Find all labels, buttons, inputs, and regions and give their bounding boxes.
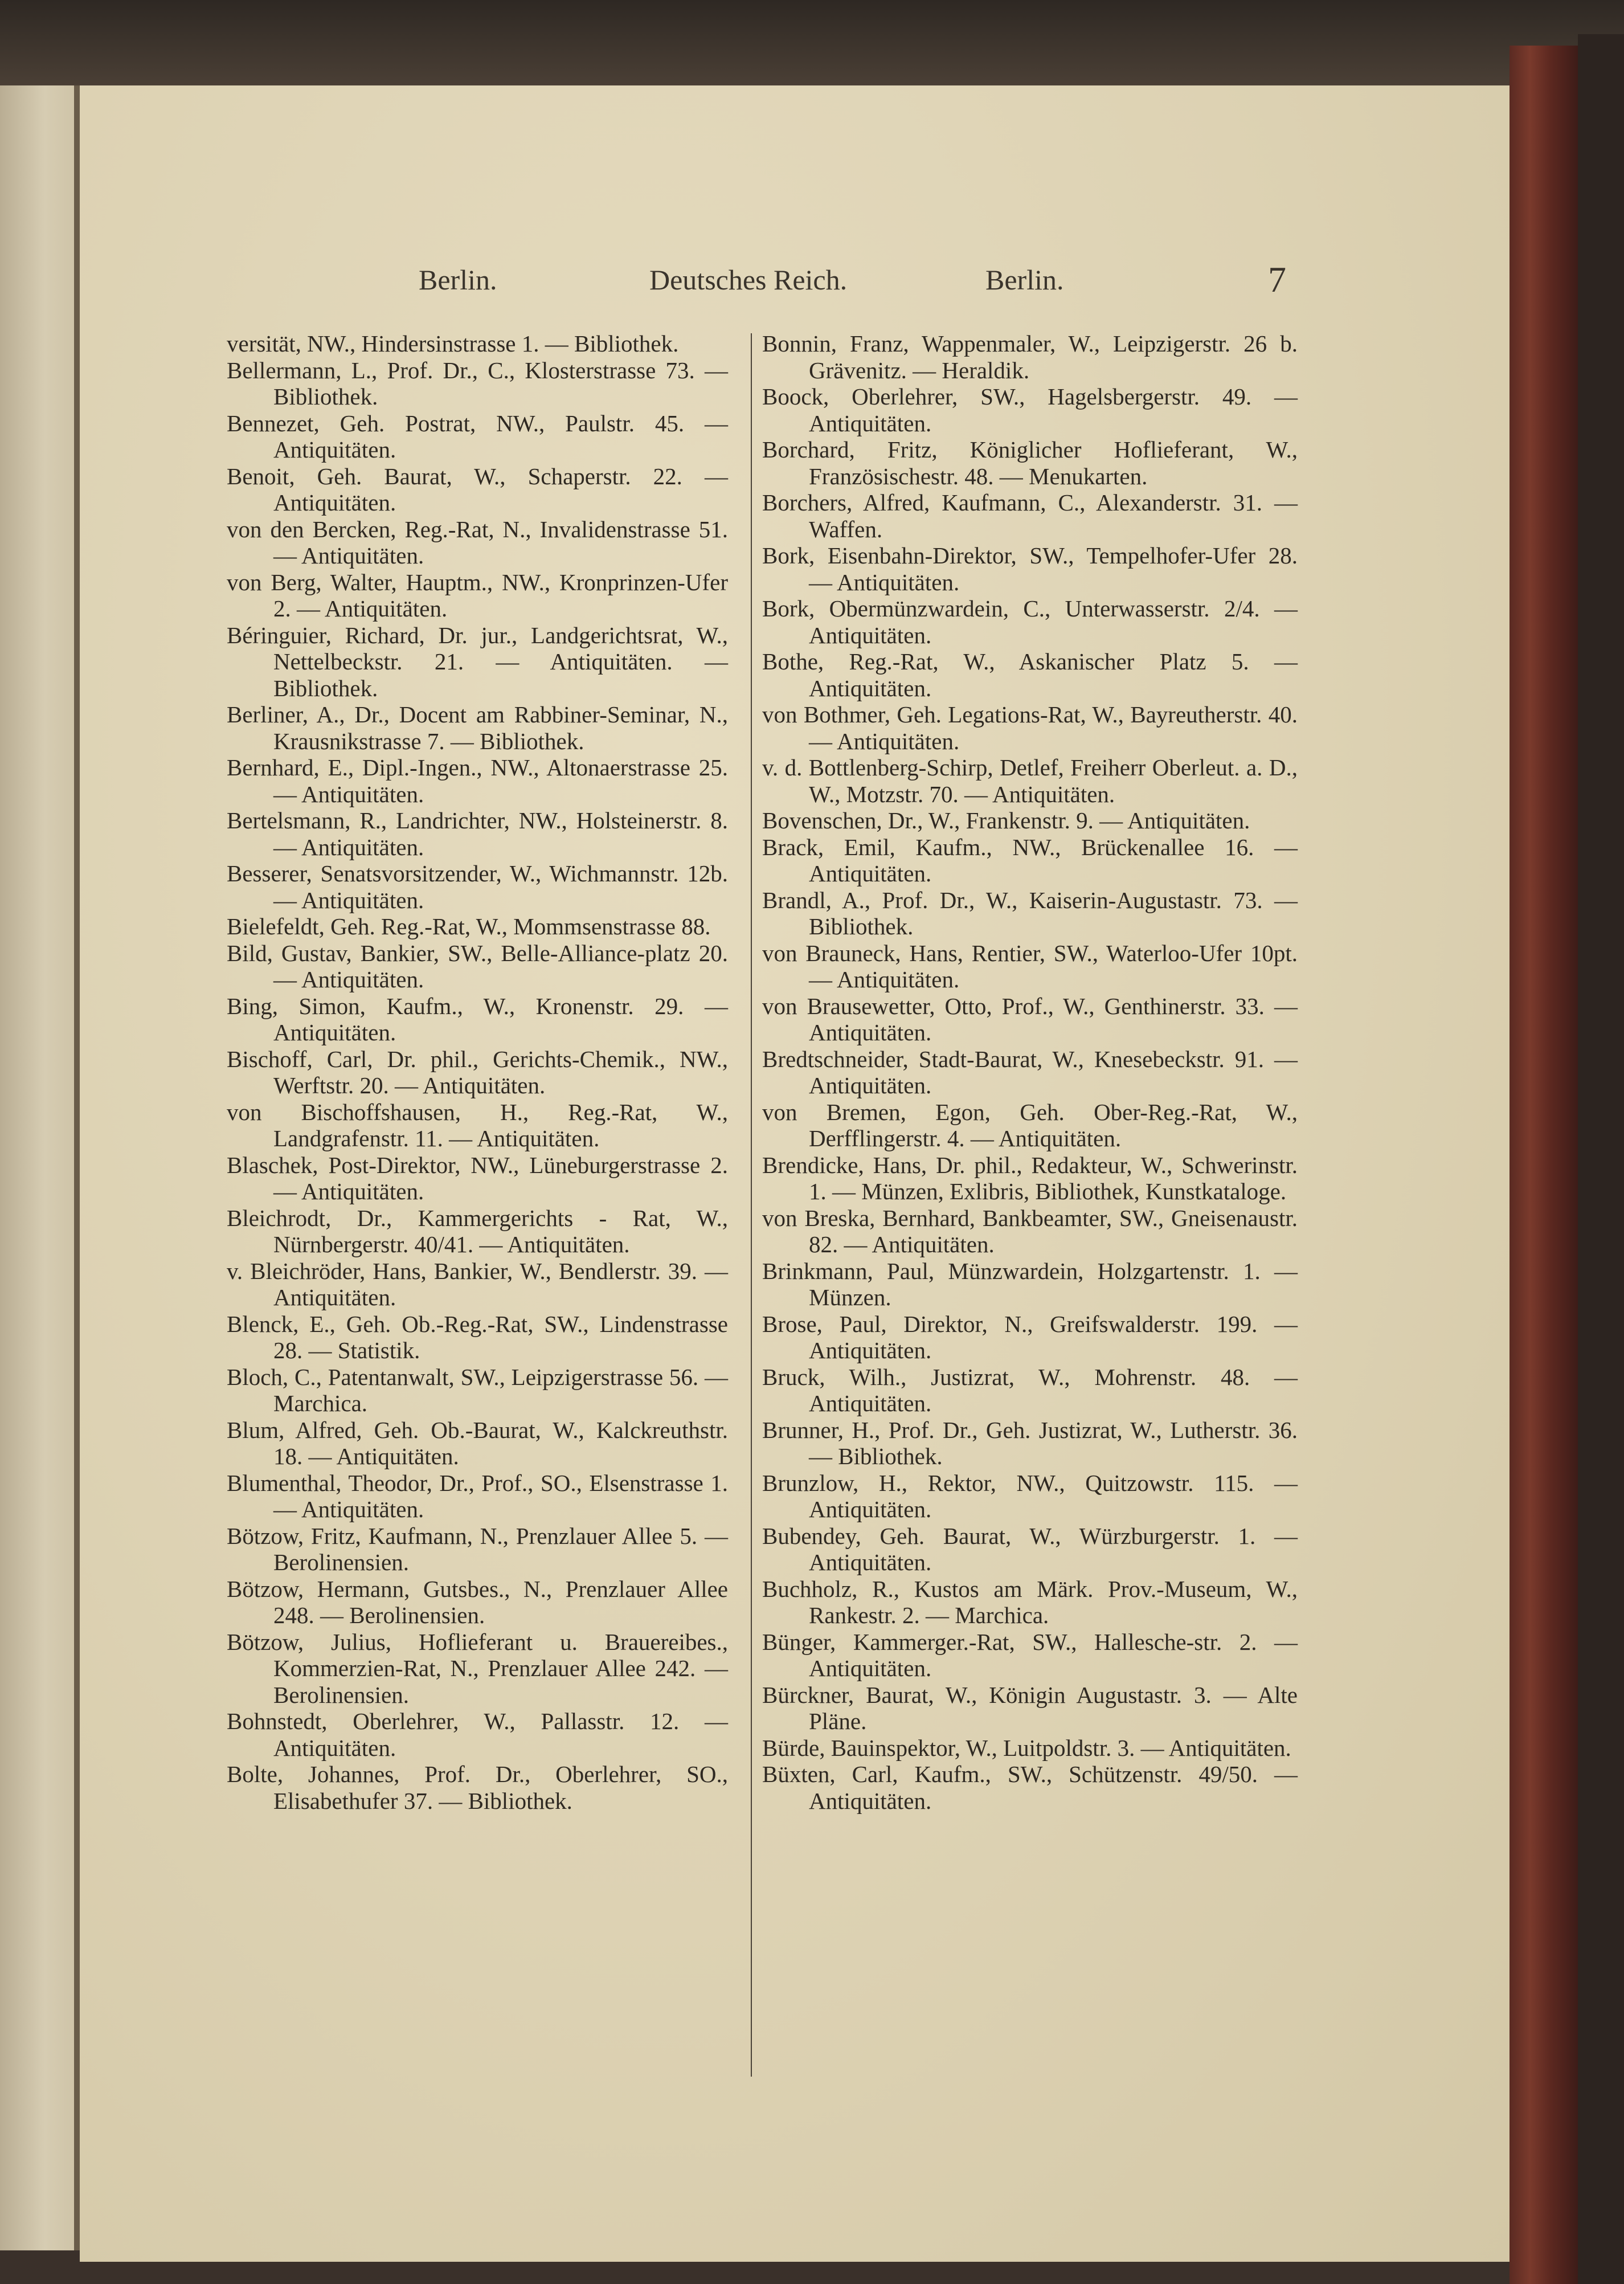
marbled-edge bbox=[1510, 46, 1578, 2284]
directory-entry: Besserer, Senatsvorsitzender, W., Wichmannstr. 12b. — Antiquitäten. bbox=[227, 860, 728, 913]
directory-entry: Bredtschneider, Stadt-Baurat, W., Knesebeckstr. 91. — Antiquitäten. bbox=[762, 1045, 1298, 1098]
directory-entry: Béringuier, Richard, Dr. jur., Landgerichtsrat, W., Nettelbeckstr. 21. — Antiquitäten. — Bibliothek. bbox=[227, 622, 728, 701]
directory-entry: Büxten, Carl, Kaufm., SW., Schützenstr. 49/50. — Antiquitäten. bbox=[762, 1761, 1298, 1814]
directory-entry: Brandl, A., Prof. Dr., W., Kaiserin-Augustastr. 73. — Bibliothek. bbox=[762, 886, 1298, 939]
directory-entry: von Brausewetter, Otto, Prof., W., Genthinerstr. 33. — Antiquitäten. bbox=[762, 992, 1298, 1045]
directory-entry: Bruck, Wilh., Justizrat, W., Mohrenstr. 48. — Antiquitäten. bbox=[762, 1363, 1298, 1416]
directory-entry: Bielefeldt, Geh. Reg.-Rat, W., Mommsenstrasse 88. bbox=[227, 913, 711, 939]
directory-entry: Bürde, Bauinspektor, W., Luitpoldstr. 3. — Antiquitäten. bbox=[762, 1734, 1291, 1761]
directory-entry: Bünger, Kammerger.-Rat, SW., Hallesche-str. 2. — Antiquitäten. bbox=[762, 1628, 1298, 1681]
directory-entry: v. d. Bottlenberg-Schirp, Detlef, Freiherr Oberleut. a. D., W., Motzstr. 70. — Antiquitäten. bbox=[762, 754, 1298, 807]
directory-entry: Boock, Oberlehrer, SW., Hagelsbergerstr. 49. — Antiquitäten. bbox=[762, 383, 1298, 436]
directory-entry: Bubendey, Geh. Baurat, W., Würzburgerstr. 1. — Antiquitäten. bbox=[762, 1522, 1298, 1575]
directory-entry: Bürckner, Baurat, W., Königin Augustastr. 3. — Alte Pläne. bbox=[762, 1681, 1298, 1734]
directory-entry: Bleichrodt, Dr., Kammergerichts - Rat, W., Nürnbergerstr. 40/41. — Antiquitäten. bbox=[227, 1204, 728, 1257]
directory-entry: von Bothmer, Geh. Legations-Rat, W., Bayreutherstr. 40. — Antiquitäten. bbox=[762, 701, 1298, 754]
directory-entry: Brendicke, Hans, Dr. phil., Redakteur, W., Schwerinstr. 1. — Münzen, Exlibris, Bibliothek, Kunstkataloge. bbox=[762, 1151, 1298, 1204]
directory-entry: Bovenschen, Dr., W., Frankenstr. 9. — Antiquitäten. bbox=[762, 807, 1250, 833]
directory-entry: von Berg, Walter, Hauptm., NW., Kronprinzen-Ufer 2. — Antiquitäten. bbox=[227, 569, 728, 622]
running-head-center: Deutsches Reich. bbox=[649, 264, 848, 296]
directory-entry: Benoit, Geh. Baurat, W., Schaperstr. 22. — Antiquitäten. bbox=[227, 463, 728, 516]
directory-entry: Bertelsmann, R., Landrichter, NW., Holsteinerstr. 8. — Antiquitäten. bbox=[227, 807, 728, 860]
directory-entry: von Brauneck, Hans, Rentier, SW., Waterloo-Ufer 10pt. — Antiquitäten. bbox=[762, 939, 1298, 992]
directory-entry: Bolte, Johannes, Prof. Dr., Oberlehrer, SO., Elisabethufer 37. — Bibliothek. bbox=[227, 1761, 728, 1814]
directory-entry: Blum, Alfred, Geh. Ob.-Baurat, W., Kalckreuthstr. 18. — Antiquitäten. bbox=[227, 1416, 728, 1469]
directory-entry: Bötzow, Fritz, Kaufmann, N., Prenzlauer Allee 5. — Berolinensien. bbox=[227, 1522, 728, 1575]
directory-entry: Bischoff, Carl, Dr. phil., Gerichts-Chemik., NW., Werftstr. 20. — Antiquitäten. bbox=[227, 1045, 728, 1098]
gutter bbox=[74, 85, 80, 2250]
directory-entry: Buchholz, R., Kustos am Märk. Prov.-Museum, W., Rankestr. 2. — Marchica. bbox=[762, 1575, 1298, 1628]
directory-entry: von den Bercken, Reg.-Rat, N., Invalidenstrasse 51. — Antiquitäten. bbox=[227, 516, 728, 569]
directory-entry: Bork, Obermünzwardein, C., Unterwasserstr. 2/4. — Antiquitäten. bbox=[762, 595, 1298, 648]
directory-entry: Blaschek, Post-Direktor, NW., Lüneburgerstrasse 2. — Antiquitäten. bbox=[227, 1151, 728, 1204]
directory-entry: Borchers, Alfred, Kaufmann, C., Alexanderstr. 31. — Waffen. bbox=[762, 489, 1298, 542]
directory-entry: v. Bleichröder, Hans, Bankier, W., Bendlerstr. 39. — Antiquitäten. bbox=[227, 1257, 728, 1310]
directory-entry: von Bischoffshausen, H., Reg.-Rat, W., Landgrafenstr. 11. — Antiquitäten. bbox=[227, 1098, 728, 1151]
running-head-left: Berlin. bbox=[419, 264, 497, 296]
directory-entry: Brack, Emil, Kaufm., NW., Brückenallee 16. — Antiquitäten. bbox=[762, 833, 1298, 886]
directory-entry: Bernhard, E., Dipl.-Ingen., NW., Altonaerstrasse 25. — Antiquitäten. bbox=[227, 754, 728, 807]
directory-entry: Bellermann, L., Prof. Dr., C., Klosterstrasse 73. — Bibliothek. bbox=[227, 357, 728, 410]
directory-entry: Bohnstedt, Oberlehrer, W., Pallasstr. 12. — Antiquitäten. bbox=[227, 1708, 728, 1761]
directory-entry: Berliner, A., Dr., Docent am Rabbiner-Seminar, N., Krausnikstrasse 7. — Bibliothek. bbox=[227, 701, 728, 754]
running-head bbox=[0, 259, 1624, 309]
left-column bbox=[227, 330, 728, 1814]
right-column bbox=[762, 330, 1298, 1814]
directory-entry: Bötzow, Hermann, Gutsbes., N., Prenzlauer Allee 248. — Berolinensien. bbox=[227, 1575, 728, 1628]
directory-entry: Bild, Gustav, Bankier, SW., Belle-Alliance-platz 20. — Antiquitäten. bbox=[227, 939, 728, 992]
directory-entry: versität, NW., Hindersinstrasse 1. — Bibliothek. bbox=[227, 330, 679, 357]
directory-entry: Bennezet, Geh. Postrat, NW., Paulstr. 45. — Antiquitäten. bbox=[227, 410, 728, 463]
directory-entry: Brinkmann, Paul, Münzwardein, Holzgartenstr. 1. — Münzen. bbox=[762, 1257, 1298, 1310]
directory-entry: Brose, Paul, Direktor, N., Greifswalderstr. 199. — Antiquitäten. bbox=[762, 1310, 1298, 1363]
directory-entry: Bothe, Reg.-Rat, W., Askanischer Platz 5. — Antiquitäten. bbox=[762, 648, 1298, 701]
directory-entry: Bötzow, Julius, Hoflieferant u. Brauereibes., Kommerzien-Rat, N., Prenzlauer Allee 242. — Berolinensien. bbox=[227, 1628, 728, 1708]
directory-entry: Blenck, E., Geh. Ob.-Reg.-Rat, SW., Lindenstrasse 28. — Statistik. bbox=[227, 1310, 728, 1363]
directory-entry: Brunner, H., Prof. Dr., Geh. Justizrat, W., Lutherstr. 36. — Bibliothek. bbox=[762, 1416, 1298, 1469]
directory-entry: von Bremen, Egon, Geh. Ober-Reg.-Rat, W., Derfflingerstr. 4. — Antiquitäten. bbox=[762, 1098, 1298, 1151]
directory-entry: Borchard, Fritz, Königlicher Hoflieferant, W., Französischestr. 48. — Menukarten. bbox=[762, 436, 1298, 489]
directory-entry: Bork, Eisenbahn-Direktor, SW., Tempelhofer-Ufer 28. — Antiquitäten. bbox=[762, 542, 1298, 595]
directory-entry: von Breska, Bernhard, Bankbeamter, SW., Gneisenaustr. 82. — Antiquitäten. bbox=[762, 1204, 1298, 1257]
page-number: 7 bbox=[1268, 259, 1286, 300]
running-head-right: Berlin. bbox=[985, 264, 1064, 296]
column-rule bbox=[751, 333, 752, 2077]
directory-entry: Bing, Simon, Kaufm., W., Kronenstr. 29. — Antiquitäten. bbox=[227, 992, 728, 1045]
directory-entry: Blumenthal, Theodor, Dr., Prof., SO., Elsenstrasse 1. — Antiquitäten. bbox=[227, 1469, 728, 1522]
directory-entry: Bloch, C., Patentanwalt, SW., Leipzigerstrasse 56. — Marchica. bbox=[227, 1363, 728, 1416]
directory-entry: Bonnin, Franz, Wappenmaler, W., Leipzigerstr. 26 b. Grävenitz. — Heraldik. bbox=[762, 330, 1298, 383]
book-top-edge bbox=[0, 0, 1624, 85]
facing-page-edge bbox=[0, 85, 74, 2250]
book-cover-edge bbox=[1578, 34, 1624, 2284]
directory-entry: Brunzlow, H., Rektor, NW., Quitzowstr. 115. — Antiquitäten. bbox=[762, 1469, 1298, 1522]
